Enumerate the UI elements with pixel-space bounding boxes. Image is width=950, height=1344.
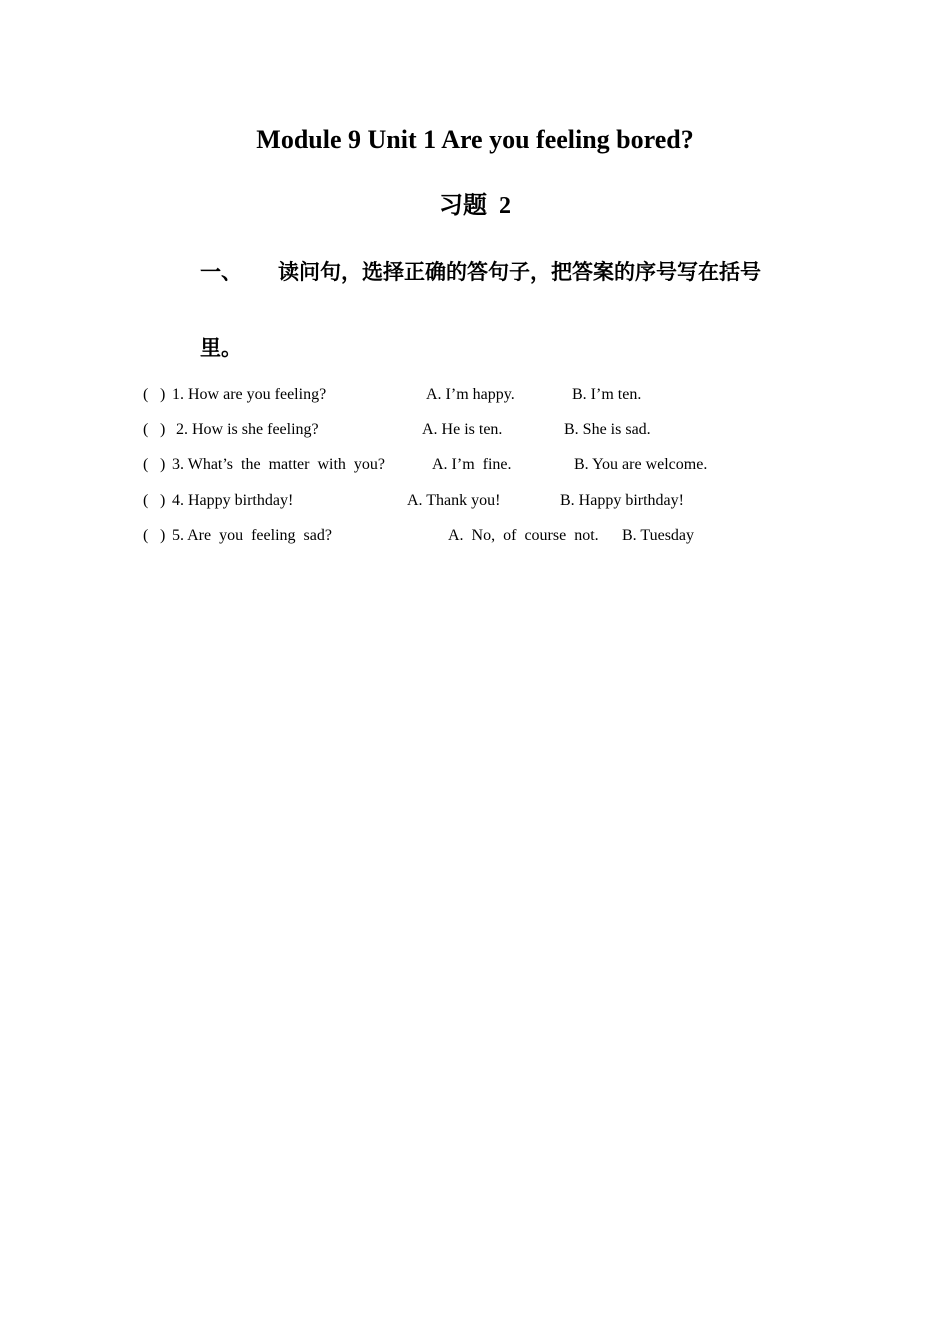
option-a: A. No, of course not.	[448, 527, 599, 544]
subtitle-label: 习题	[439, 191, 487, 219]
answer-paren-close: )	[160, 386, 166, 403]
answer-paren-close: )	[160, 421, 166, 438]
option-b: B. You are welcome.	[574, 456, 708, 473]
option-b: B. Tuesday	[622, 527, 695, 544]
question-text: 3. What’s the matter with you?	[172, 456, 385, 473]
option-a: A. He is ten.	[422, 421, 503, 438]
answer-paren-close: )	[160, 527, 166, 544]
question-row	[0, 524, 950, 548]
answer-paren-open: (	[143, 456, 149, 473]
option-b: B. Happy birthday!	[560, 492, 684, 509]
option-a: A. I’m happy.	[426, 386, 515, 403]
question-text: 5. Are you feeling sad?	[172, 527, 332, 544]
option-b: B. She is sad.	[564, 421, 651, 438]
subtitle-number: 2	[499, 193, 511, 219]
question-row	[0, 489, 950, 513]
section-instruction-line1: 读问句，选择正确的答句子，把答案的序号写在括号	[278, 260, 761, 284]
question-text: 1. How are you feeling?	[172, 386, 327, 403]
exercise-subtitle	[0, 188, 950, 223]
answer-paren-open: (	[143, 527, 149, 544]
answer-paren-close: )	[160, 456, 166, 473]
question-row	[0, 418, 950, 442]
answer-paren-open: (	[143, 492, 149, 509]
option-a: A. I’m fine.	[432, 456, 512, 473]
option-b: B. I’m ten.	[572, 386, 642, 403]
question-text: 2. How is she feeling?	[172, 421, 319, 438]
option-a: A. Thank you!	[407, 492, 501, 509]
section-instruction-line2: 里。	[200, 336, 242, 360]
question-text: 4. Happy birthday!	[172, 492, 294, 509]
page-title: Module 9 Unit 1 Are you feeling bored?	[256, 125, 694, 154]
answer-paren-open: (	[143, 386, 149, 403]
question-row	[0, 453, 950, 477]
question-row	[0, 383, 950, 407]
section-number: 一、	[200, 260, 242, 284]
answer-paren-open: (	[143, 421, 149, 438]
answer-paren-close: )	[160, 492, 166, 509]
